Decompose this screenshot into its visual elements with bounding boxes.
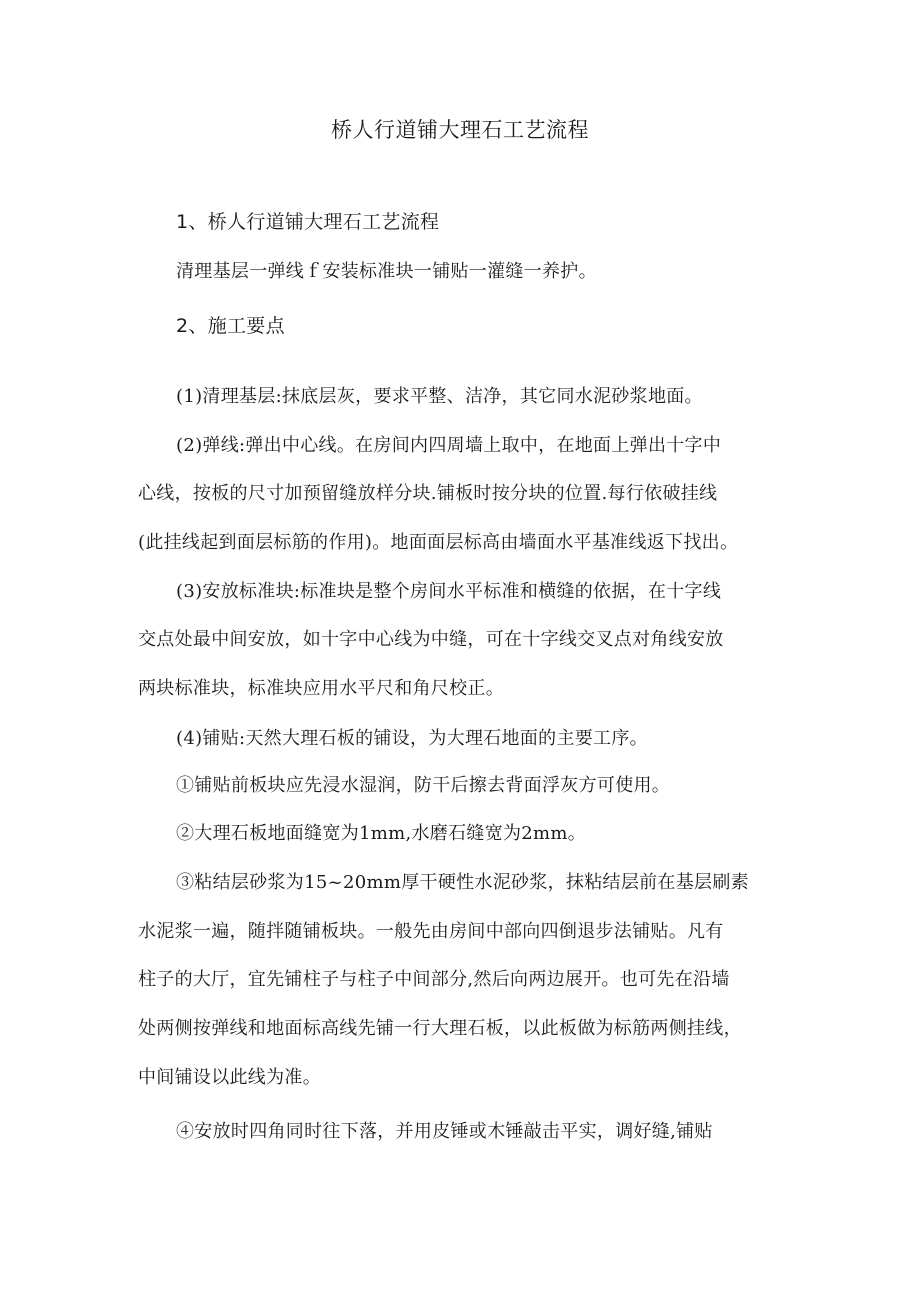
section-heading-1: 1、桥人行道铺大理石工艺流程 (176, 211, 440, 233)
paragraph-line: 柱子的大厅，宜先铺柱子与柱子中间部分,然后向两边展开。也可先在沿墙 (138, 969, 730, 990)
paragraph-line: ②大理石板地面缝宽为1mm,水磨石缝宽为2mm。 (176, 823, 587, 844)
paragraph-line: 两块标准块，标准块应用水平尺和角尺校正。 (138, 678, 504, 699)
paragraph-line: (2)弹线:弹出中心线。在房间内四周墙上取中，在地面上弹出十字中 (176, 435, 722, 456)
paragraph-line: (4)铺贴:天然大理石板的铺设，为大理石地面的主要工序。 (176, 728, 648, 749)
paragraph-line: 心线，按板的尺寸加预留缝放样分块.铺板时按分块的位置.每行依破挂线 (138, 483, 718, 504)
paragraph-line: ③粘结层砂浆为15~20mm厚干硬性水泥砂浆，抹粘结层前在基层刷素 (176, 872, 749, 893)
document-title: 桥人行道铺大理石工艺流程 (331, 118, 589, 142)
paragraph-line: (3)安放标准块:标准块是整个房间水平标准和横缝的依据，在十字线 (176, 581, 722, 602)
paragraph-line: ①铺贴前板块应先浸水湿润，防干后擦去背面浮灰方可使用。 (176, 775, 671, 796)
paragraph-line: (此挂线起到面层标筋的作用)。地面面层标高由墙面水平基准线返下找出。 (138, 532, 739, 553)
paragraph-line: 中间铺设以此线为准。 (138, 1067, 321, 1088)
section-heading-2: 2、施工要点 (176, 315, 285, 337)
process-flow-text: 清理基层一弹线ｆ安装标准块一铺贴一灌缝一养护。 (176, 261, 597, 282)
paragraph-line: 水泥浆一遍，随拌随铺板块。一般先由房间中部向四倒退步法铺贴。凡有 (138, 921, 724, 942)
paragraph-line: ④安放时四角同时往下落，并用皮锤或木锤敲击平实，调好缝,铺贴 (176, 1121, 713, 1142)
paragraph-line: 处两侧按弹线和地面标高线先铺一行大理石板，以此板做为标筋两侧挂线， (138, 1018, 742, 1039)
paragraph-line: 交点处最中间安放，如十字中心线为中缝，可在十字线交叉点对角线安放 (138, 629, 724, 650)
paragraph-line: (1)清理基层:抹底层灰，要求平整、洁净，其它同水泥砂浆地面。 (176, 386, 703, 407)
